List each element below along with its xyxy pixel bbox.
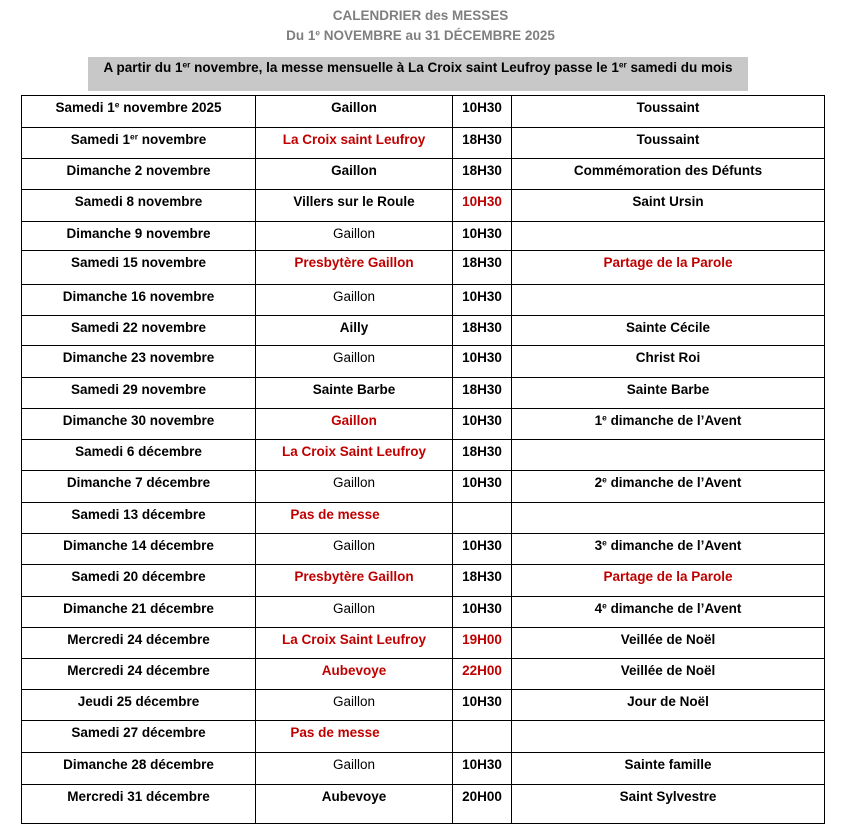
time-cell: 10H30	[453, 534, 512, 565]
time-cell: 10H30	[453, 409, 512, 440]
table-row	[22, 628, 825, 659]
time-cell: 18H30	[453, 565, 512, 597]
notice-part: novembre, la messe mensuelle à La Croix saint Leufroy passe le 1	[190, 60, 619, 75]
table-row	[22, 222, 825, 251]
table-row	[22, 785, 825, 824]
date-sup: er	[130, 131, 138, 142]
place-cell: La Croix Saint Leufroy	[256, 628, 453, 659]
table-row	[22, 159, 825, 190]
event-cell: Saint Sylvestre	[512, 785, 825, 824]
table-row	[22, 440, 825, 471]
event-cell	[512, 409, 825, 440]
date-cell: Dimanche 2 novembre	[22, 159, 256, 190]
place-cell: Villers sur le Roule	[256, 190, 453, 222]
time-cell: 10H30	[453, 285, 512, 316]
event-rest: dimanche de l’Avent	[606, 601, 742, 616]
date-cell: Jeudi 25 décembre	[22, 690, 256, 721]
notice-part: A partir du 1	[103, 60, 183, 75]
date-cell: Dimanche 14 décembre	[22, 534, 256, 565]
event-cell	[512, 285, 825, 316]
notice-text	[88, 60, 748, 75]
event-cell	[512, 597, 825, 628]
event-cell: Sainte Cécile	[512, 316, 825, 346]
time-cell: 18H30	[453, 440, 512, 471]
time-cell: 10H30	[453, 346, 512, 378]
notice-banner	[88, 57, 748, 91]
subtitle-sup: e	[315, 27, 321, 38]
date-cell: Dimanche 9 novembre	[22, 222, 256, 251]
time-cell: 10H30	[453, 222, 512, 251]
event-cell	[512, 471, 825, 503]
event-text: 3	[594, 538, 603, 553]
date-cell: Dimanche 21 décembre	[22, 597, 256, 628]
time-cell: 18H30	[453, 378, 512, 409]
event-cell: Partage de la Parole	[512, 565, 825, 597]
table-row	[22, 285, 825, 316]
date-cell: Dimanche 30 novembre	[22, 409, 256, 440]
notice-sup: er	[618, 59, 627, 70]
time-cell: 10H30	[453, 690, 512, 721]
time-cell: 10H30	[453, 753, 512, 785]
table-row	[22, 565, 825, 597]
place-cell: La Croix saint Leufroy	[256, 128, 453, 159]
table-row	[22, 534, 825, 565]
time-cell: 18H30	[453, 159, 512, 190]
place-cell: Gaillon	[256, 222, 453, 251]
event-cell	[512, 721, 825, 753]
event-cell	[512, 534, 825, 565]
event-cell	[512, 440, 825, 471]
date-sup: e	[114, 99, 120, 110]
place-cell: Pas de messe	[256, 503, 453, 534]
table-row	[22, 721, 825, 753]
event-cell: Toussaint	[512, 96, 825, 128]
event-cell: Toussaint	[512, 128, 825, 159]
place-cell: Ailly	[256, 316, 453, 346]
time-cell: 20H00	[453, 785, 512, 824]
table-row	[22, 346, 825, 378]
date-cell: Mercredi 31 décembre	[22, 785, 256, 824]
time-cell: 10H30	[453, 471, 512, 503]
date-cell: Samedi 22 novembre	[22, 316, 256, 346]
event-sup: e	[602, 412, 607, 423]
place-cell: Sainte Barbe	[256, 378, 453, 409]
event-rest: dimanche de l’Avent	[606, 413, 742, 428]
table-row	[22, 316, 825, 346]
place-cell: La Croix Saint Leufroy	[256, 440, 453, 471]
date-cell: Samedi 27 décembre	[22, 721, 256, 753]
table-row	[22, 251, 825, 285]
time-cell	[453, 721, 512, 753]
subtitle-suffix: NOVEMBRE au 31 DÉCEMBRE 2025	[320, 28, 555, 43]
event-text: 4	[594, 601, 603, 616]
event-cell	[512, 503, 825, 534]
event-cell: Partage de la Parole	[512, 251, 825, 285]
date-cell: Dimanche 7 décembre	[22, 471, 256, 503]
date-rest: novembre	[137, 132, 207, 147]
date-cell: Dimanche 28 décembre	[22, 753, 256, 785]
event-cell: Sainte famille	[512, 753, 825, 785]
table-row	[22, 128, 825, 159]
notice-part: samedi du mois	[626, 60, 733, 75]
page-subtitle	[0, 28, 841, 43]
event-cell: Sainte Barbe	[512, 378, 825, 409]
date-cell: Samedi 13 décembre	[22, 503, 256, 534]
date-cell	[22, 96, 256, 128]
date-cell: Dimanche 16 novembre	[22, 285, 256, 316]
place-cell: Presbytère Gaillon	[256, 251, 453, 285]
table-row	[22, 471, 825, 503]
date-text: Samedi 1	[55, 100, 115, 115]
table-row	[22, 503, 825, 534]
place-cell: Presbytère Gaillon	[256, 565, 453, 597]
time-cell: 18H30	[453, 316, 512, 346]
event-cell: Veillée de Noël	[512, 659, 825, 690]
date-cell: Samedi 29 novembre	[22, 378, 256, 409]
mass-schedule-table	[21, 95, 825, 824]
date-cell: Samedi 8 novembre	[22, 190, 256, 222]
date-cell: Samedi 15 novembre	[22, 251, 256, 285]
time-cell: 22H00	[453, 659, 512, 690]
event-sup: e	[602, 537, 607, 548]
event-rest: dimanche de l’Avent	[606, 538, 742, 553]
subtitle-prefix: Du 1	[286, 28, 316, 43]
time-cell: 18H30	[453, 128, 512, 159]
table-row	[22, 659, 825, 690]
date-cell: Samedi 6 décembre	[22, 440, 256, 471]
event-sup: e	[602, 474, 607, 485]
place-cell: Gaillon	[256, 471, 453, 503]
date-cell: Dimanche 23 novembre	[22, 346, 256, 378]
place-cell: Pas de messe	[256, 721, 453, 753]
page-title: CALENDRIER des MESSES	[332, 8, 509, 23]
event-rest: dimanche de l’Avent	[606, 475, 742, 490]
place-cell: Gaillon	[256, 285, 453, 316]
event-cell: Commémoration des Défunts	[512, 159, 825, 190]
table-row	[22, 597, 825, 628]
place-cell: Gaillon	[256, 409, 453, 440]
date-cell: Samedi 20 décembre	[22, 565, 256, 597]
place-cell: Gaillon	[256, 690, 453, 721]
time-cell: 10H30	[453, 597, 512, 628]
table-row	[22, 190, 825, 222]
time-cell: 10H30	[453, 190, 512, 222]
date-rest: novembre 2025	[119, 100, 222, 115]
date-cell: Mercredi 24 décembre	[22, 628, 256, 659]
table-row	[22, 378, 825, 409]
date-cell: Mercredi 24 décembre	[22, 659, 256, 690]
event-text: 2	[594, 475, 603, 490]
event-cell: Jour de Noël	[512, 690, 825, 721]
time-cell: 10H30	[453, 96, 512, 128]
date-text: Samedi 1	[70, 132, 131, 147]
table-row	[22, 690, 825, 721]
event-sup: e	[602, 600, 607, 611]
time-cell: 18H30	[453, 251, 512, 285]
table-row	[22, 96, 825, 128]
time-cell	[453, 503, 512, 534]
event-cell	[512, 222, 825, 251]
date-cell	[22, 128, 256, 159]
place-cell: Aubevoye	[256, 785, 453, 824]
place-cell: Gaillon	[256, 753, 453, 785]
event-cell: Saint Ursin	[512, 190, 825, 222]
place-cell: Gaillon	[256, 346, 453, 378]
time-cell: 19H00	[453, 628, 512, 659]
place-cell: Gaillon	[256, 96, 453, 128]
place-cell: Aubevoye	[256, 659, 453, 690]
notice-sup: er	[182, 59, 191, 70]
table-row	[22, 753, 825, 785]
table-row	[22, 409, 825, 440]
place-cell: Gaillon	[256, 597, 453, 628]
event-cell: Veillée de Noël	[512, 628, 825, 659]
event-cell: Christ Roi	[512, 346, 825, 378]
place-cell: Gaillon	[256, 159, 453, 190]
place-cell: Gaillon	[256, 534, 453, 565]
schedule-body	[22, 96, 825, 824]
event-text: 1	[594, 413, 603, 428]
